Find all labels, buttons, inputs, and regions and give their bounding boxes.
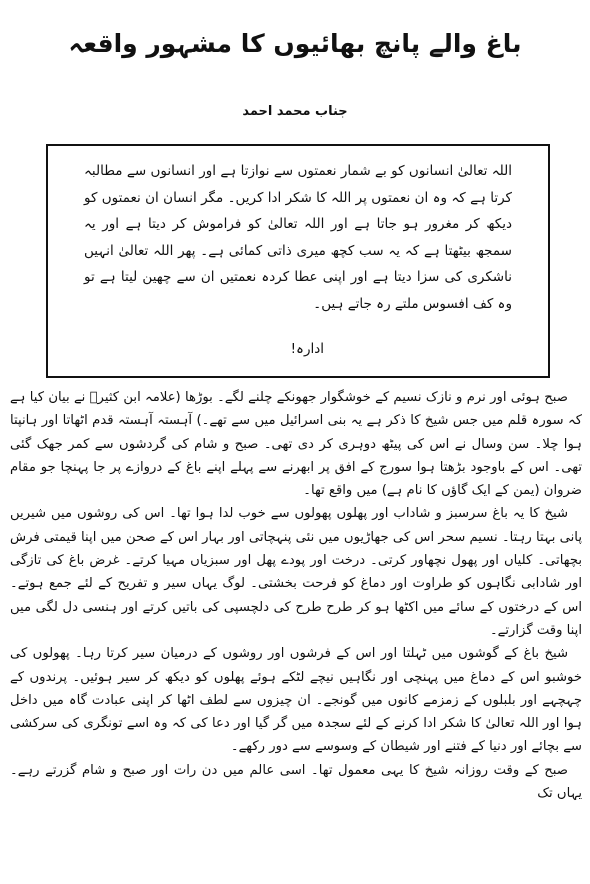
article-title: باغ والے پانچ بھائیوں کا مشہور واقعہ (68, 29, 522, 58)
body-paragraph-3: شیخ باغ کے گوشوں میں ٹہلتا اور اس کے فرشوں اور روشوں کے درمیان سیر کرتا رہا۔ پھولوں کی خوشبو اس کے دماغ میں پہنچی اور نگاہیں نیچے لٹکے ہوئے پھلوں کو دیکھ کر سیر ہوئیں۔ پرندوں کے چہچہے اور بلبلوں کے زمزمے کانوں میں گونجے۔ ان چیزوں سے لطف اٹھا کر اپنی عبادت گاہ میں داخل ہوا اور اللہ تعالیٰ کا شکر ادا کرنے کے لئے سجدہ میں گر گیا اور دعا کی کہ وہ اسے تونگری کی سرکشی سے بچائے اور دنیا کے فتنے اور شیطان کے وسوسے سے دور رکھے۔ (10, 646, 582, 755)
editorial-note-box (46, 144, 550, 378)
editorial-note-text: اللہ تعالیٰ انسانوں کو بے شمار نعمتوں سے نوازتا ہے اور انسانوں سے مطالبہ کرتا ہے کہ وہ ان نعمتوں پر اللہ کا شکر ادا کریں۔ مگر انسان ان نعمتوں کو دیکھ کر مغرور ہو جاتا ہے اور اللہ تعالیٰ کو فراموش کر دیتا ہے اور یہ سمجھ بیٹھتا ہے کہ یہ سب کچھ میری ذاتی کمائی ہے۔ پھر اللہ تعالیٰ انہیں ناشکری کی سزا دیتا ہے اور اپنی عطا کردہ نعمتیں ان سے چھین لیتا ہے تو وہ کف افسوس ملتے رہ جاتے ہیں۔ (84, 163, 512, 312)
body-paragraph-2: شیخ کا یہ باغ سرسبز و شاداب اور پھلوں پھولوں سے خوب لدا ہوا تھا۔ اس کی روشوں میں شیریں پانی بہتا رہتا۔ نسیم سحر اس کی جھاڑیوں میں نئی پنہچاتی اور بہار اس کے صحن میں اپنا قیمتی فرش بچھاتی۔ کلیاں اور پھول نچھاور کرتی۔ درخت اور پودے پھل اور سبزیاں مہیا کرتے۔ غرض باغ کی تازگی اور شادابی نگاہوں کو طراوت اور دماغ کو فرحت بخشتی۔ لوگ یہاں سیر و تفریح کے لئے جمع ہوتے۔ اس کے درختوں کے سائے میں اکٹھا ہو کر طرح طرح کی دلچسپی کی باتیں کرتے اور ہنسی دل لگی میں اپنا وقت گزارتے۔ (10, 506, 582, 638)
body-paragraph-4: صبح کے وقت روزانہ شیخ کا یہی معمول تھا۔ اسی عالم میں دن رات اور صبح و شام گزرتے رہے۔ یہاں تک (10, 762, 582, 802)
editorial-signature: ادارہ! (290, 341, 324, 357)
article-author: جناب محمد احمد (242, 104, 348, 119)
article-body (10, 386, 582, 880)
body-paragraph-1: صبح ہوئی اور نرم و نازک نسیم کے خوشگوار جھونکے چلنے لگے۔ بوڑھا (علامہ ابن کثیرؒ نے بیان کیا ہے کہ سورہ قلم میں جس شیخ کا ذکر ہے یہ بنی اسرائیل میں سے تھے۔) آہستہ آہستہ قدم اٹھاتا اور ہانپتا ہوا چلا۔ سن وسال نے اس کی پیٹھ دوہری کر دی تھی۔ صبح و شام کی گردشوں سے کمر جھک گئی تھی۔ اس کے باوجود بڑھتا ہوا سورج کے افق پر ابھرنے سے پہلے اپنے باغ کے دروازے پر جا پہنچا جو مقام ضروان (یمن کے ایک گاؤں کا نام ہے) میں واقع تھا۔ (10, 390, 582, 499)
